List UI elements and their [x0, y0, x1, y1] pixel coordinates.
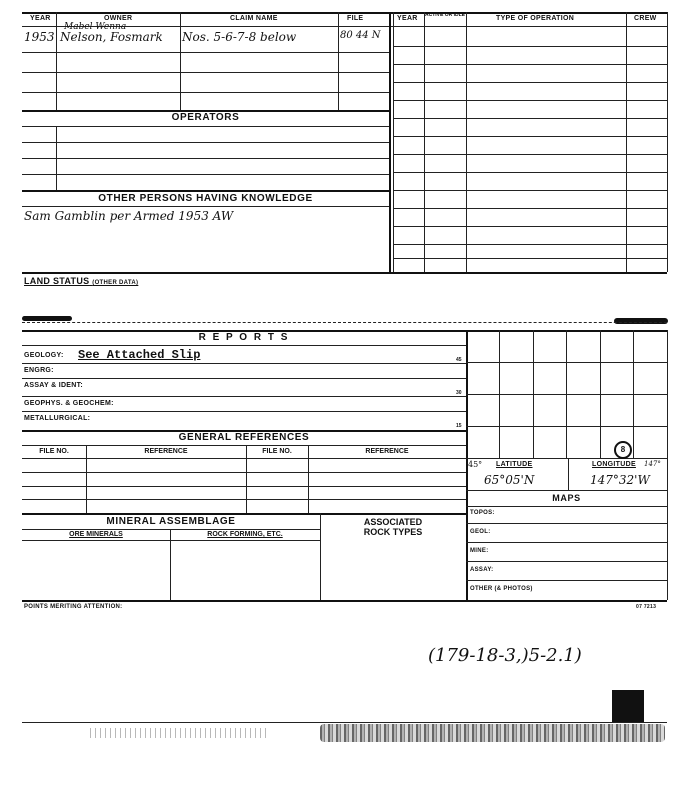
header-owner: OWNER — [104, 15, 133, 22]
handwritten-reference: (179-18-3,)5-2.1) — [428, 645, 582, 666]
genref-col-line-1 — [86, 445, 87, 513]
rock-forming-label: ROCK FORMING, ETC. — [207, 531, 283, 538]
scan-noise-band — [320, 724, 665, 742]
report-value-geology: See Attached Slip — [78, 348, 201, 362]
maps-line-1 — [466, 523, 667, 524]
report-line-1 — [22, 363, 466, 364]
entry-file: 80 44 N — [340, 30, 381, 41]
scan-mark-left — [22, 316, 72, 321]
land-status-label: LAND STATUS — [24, 276, 90, 286]
r-row-6 — [393, 136, 667, 137]
row-line-1 — [22, 52, 389, 53]
r-row-3 — [393, 82, 667, 83]
associated-label: ASSOCIATED — [363, 517, 423, 527]
col-line-year — [56, 12, 57, 112]
entry-owner: Nelson, Fosmark — [60, 30, 163, 44]
genref-row-1 — [22, 472, 466, 473]
reports-title: R E P O R T S — [198, 332, 290, 343]
ore-minerals-label: ORE MINERALS — [69, 531, 123, 538]
right-col-active — [466, 12, 467, 272]
form-number: 07 7213 — [636, 604, 657, 610]
upper-bottom-border — [22, 272, 667, 274]
header-crew: CREW — [634, 15, 657, 22]
maps-mine: MINE: — [470, 548, 489, 554]
maps-topos: TOPOS: — [470, 510, 495, 516]
maps-geol: GEOL: — [470, 529, 491, 535]
report-num-15: 15 — [456, 423, 462, 429]
entry-claim-name: Nos. 5-6-7-8 below — [182, 30, 297, 44]
report-label-engrg: ENGRG: — [24, 367, 54, 374]
r-row-2 — [393, 64, 667, 65]
r-row-7 — [393, 154, 667, 155]
report-label-metallurgical: METALLURGICAL: — [24, 415, 91, 422]
right-col-year — [424, 12, 425, 272]
genref-col-file-1: FILE NO. — [39, 448, 69, 455]
operators-line — [22, 126, 389, 127]
col-line-owner — [180, 12, 181, 112]
header-active-idle: ACTIVE OR IDLE — [425, 12, 466, 18]
scan-mark-right — [614, 318, 668, 324]
latitude-value: 65°05'N — [484, 473, 535, 487]
maps-title-line — [466, 506, 667, 507]
row-line-3 — [22, 92, 389, 93]
owner-first-names: Mabel Wenna — [64, 22, 127, 32]
scan-bottom-line — [22, 722, 667, 723]
operators-title: OPERATORS — [171, 112, 240, 123]
genref-title-line — [22, 445, 466, 446]
reports-right-edge — [667, 330, 668, 600]
genref-col-line-2 — [246, 445, 247, 513]
op-row-4 — [22, 190, 389, 192]
r-row-1 — [393, 46, 667, 47]
latlong-bottom-line — [466, 490, 667, 491]
mineral-assemblage-title: MINERAL ASSEMBLAGE — [106, 516, 236, 527]
scan-black-square — [612, 690, 644, 722]
maps-line-4 — [466, 580, 667, 581]
col-line-claim — [338, 12, 339, 112]
grid-h-2 — [466, 394, 667, 395]
genref-col-line-3 — [308, 445, 309, 513]
maps-title: MAPS — [552, 493, 581, 503]
header-year: YEAR — [30, 15, 51, 22]
header-file: FILE — [347, 15, 364, 22]
r-row-9 — [393, 190, 667, 191]
grid-h-3 — [466, 426, 667, 427]
genref-col-file-2: FILE NO. — [262, 448, 292, 455]
genref-header-line — [22, 458, 466, 459]
latitude-left-mark: 45° — [468, 460, 483, 469]
r-row-8 — [393, 172, 667, 173]
genref-row-2 — [22, 486, 466, 487]
maps-line-2 — [466, 542, 667, 543]
entry-year: 1953 — [24, 30, 55, 44]
other-persons-title: OTHER PERSONS HAVING KNOWLEDGE — [98, 193, 313, 204]
grid-h-1 — [466, 362, 667, 363]
genref-col-ref-2: REFERENCE — [365, 448, 409, 455]
scan-noise-band-left — [90, 728, 270, 738]
report-line-4 — [22, 411, 466, 412]
report-label-assay: ASSAY & IDENT: — [24, 382, 84, 389]
other-persons-entry: Sam Gamblin per Armed 1953 AW — [24, 209, 234, 223]
genref-bottom — [22, 513, 466, 515]
header-year-2: YEAR — [397, 15, 418, 22]
rock-types-label: ROCK TYPES — [363, 527, 423, 537]
row-line-2 — [22, 72, 389, 73]
op-row-1 — [22, 142, 389, 143]
mineral-title-line — [22, 529, 320, 530]
header-type-of-operation: TYPE OF OPERATION — [496, 15, 575, 22]
genref-col-ref-1: REFERENCE — [144, 448, 188, 455]
longitude-label: LONGITUDE — [592, 461, 636, 468]
header-claim-name: CLAIM NAME — [230, 15, 278, 22]
report-label-geophys: GEOPHYS. & GEOCHEM: — [24, 400, 114, 407]
latitude-label: LATITUDE — [496, 461, 533, 468]
general-references-title: GENERAL REFERENCES — [178, 432, 310, 443]
top-border — [22, 12, 667, 14]
scan-dashed-line — [22, 322, 667, 323]
maps-assay: ASSAY: — [470, 567, 494, 573]
maps-other: OTHER (& PHOTOS) — [470, 586, 533, 592]
report-num-30: 30 — [456, 390, 462, 396]
reports-title-line — [22, 345, 466, 346]
lower-bottom-border — [22, 600, 667, 602]
report-label-geology: GEOLOGY: — [24, 352, 64, 359]
section-circle-mark: 8 — [614, 441, 632, 459]
r-row-12 — [393, 244, 667, 245]
right-col-edge — [667, 12, 668, 272]
other-persons-line — [22, 206, 389, 207]
r-row-11 — [393, 226, 667, 227]
main-divider-2 — [393, 12, 394, 272]
maps-line-3 — [466, 561, 667, 562]
main-divider — [389, 12, 391, 272]
latlong-divider — [568, 458, 569, 490]
r-row-5 — [393, 118, 667, 119]
mineral-col-line — [170, 529, 171, 600]
grid-h-4 — [466, 458, 667, 459]
r-row-10 — [393, 208, 667, 209]
genref-row-3 — [22, 499, 466, 500]
report-line-2 — [22, 378, 466, 379]
land-status-sub: (OTHER DATA) — [92, 280, 139, 286]
longitude-right-mark: 147° — [644, 460, 661, 468]
op-row-2 — [22, 158, 389, 159]
report-num-45: 45 — [456, 357, 462, 363]
right-col-type — [626, 12, 627, 272]
land-status-title — [24, 276, 138, 286]
report-line-3 — [22, 396, 466, 397]
longitude-value: 147°32'W — [590, 473, 650, 487]
points-meriting-attention: POINTS MERITING ATTENTION: — [24, 604, 123, 610]
r-row-4 — [393, 100, 667, 101]
r-row-13 — [393, 258, 667, 259]
mineral-header-line — [22, 540, 320, 541]
op-row-3 — [22, 174, 389, 175]
